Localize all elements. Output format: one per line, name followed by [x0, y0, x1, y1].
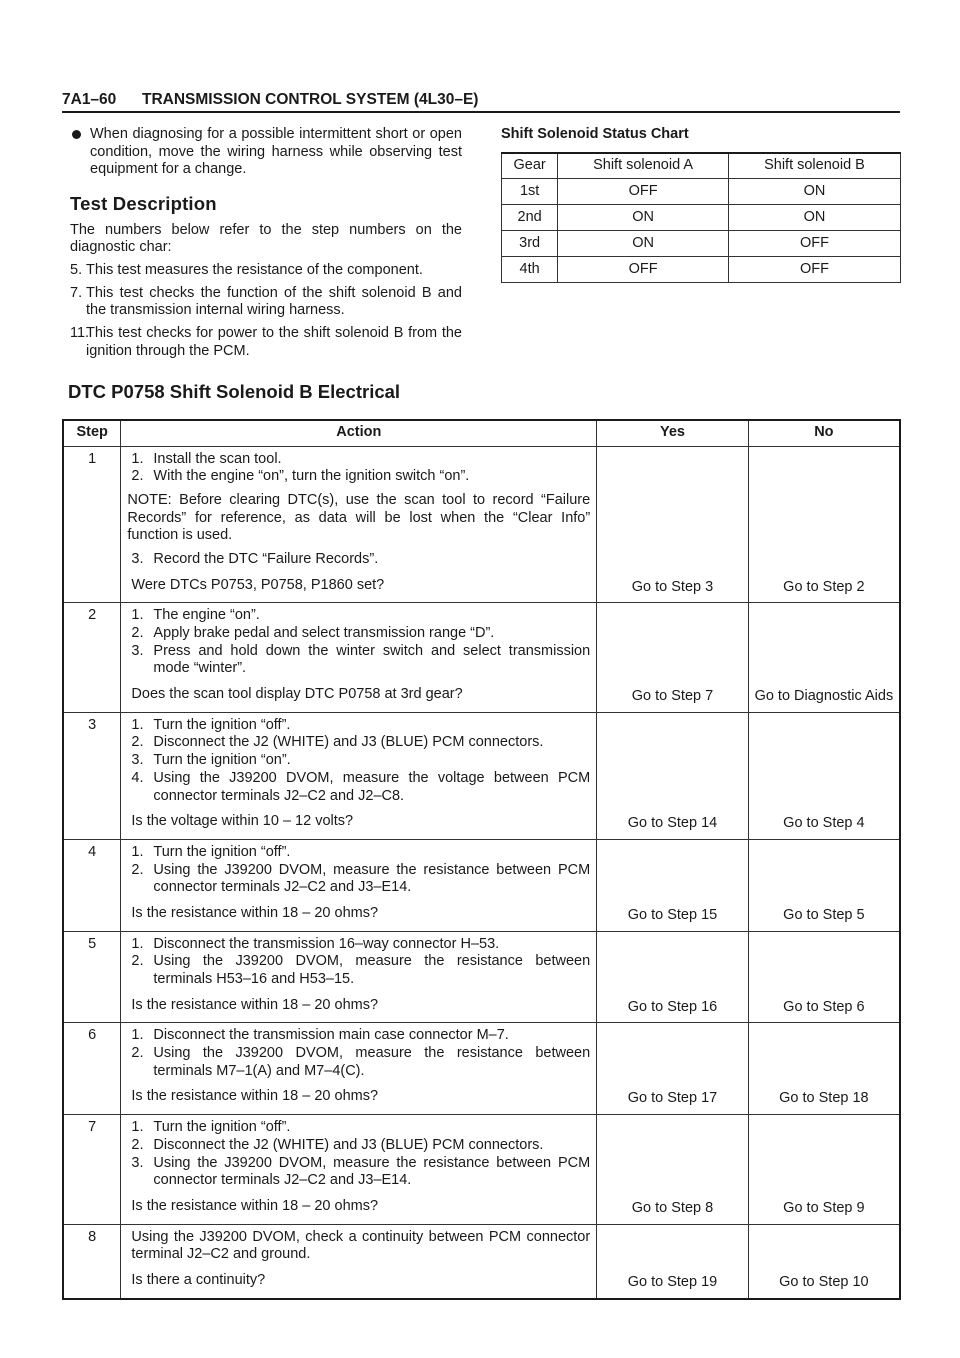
action-substep — [131, 551, 590, 569]
action-substep — [131, 1045, 590, 1080]
substep-number: 3. — [131, 1154, 144, 1171]
step-number: 6 — [63, 1023, 121, 1115]
table-cell: ON — [558, 205, 729, 231]
test-description-item — [70, 285, 462, 320]
no-result: Go to Step 6 — [748, 931, 900, 1023]
item-number: 7. — [70, 284, 83, 301]
action-substep — [131, 1119, 590, 1137]
substep-number: 4. — [131, 769, 144, 786]
yes-result: Go to Step 3 — [597, 446, 749, 603]
dtc-title: DTC P0758 Shift Solenoid B Electrical — [68, 381, 401, 402]
table-row — [502, 231, 901, 257]
step-action — [121, 1115, 597, 1224]
step-number: 7 — [63, 1115, 121, 1224]
step-question: Does the scan tool display DTC P0758 at 3rd gear? — [131, 686, 463, 703]
substep-text: Using the J39200 DVOM, measure the resistance between terminals M7–1(A) and M7–4(C). — [153, 1045, 591, 1079]
substep-text: Using the J39200 DVOM, measure the resistance between terminals H53–16 and H53–15. — [153, 953, 591, 987]
status-chart-column — [501, 126, 901, 283]
table-cell: 2nd — [502, 205, 558, 231]
table-cell: 3rd — [502, 231, 558, 257]
no-result: Go to Step 4 — [748, 712, 900, 839]
action-substep — [131, 643, 590, 678]
diagnostic-steps-table — [62, 419, 901, 1300]
table-row — [63, 603, 900, 712]
status-chart-title: Shift Solenoid Status Chart — [501, 126, 689, 142]
substep-text: Using the J39200 DVOM, measure the resistance between PCM connector terminals J2–C2 and J3–E14. — [153, 1154, 591, 1189]
substep-text: Disconnect the J2 (WHITE) and J3 (BLUE) PCM connectors. — [153, 734, 544, 751]
item-text: This test measures the resistance of the component. — [86, 262, 423, 278]
substep-number: 1. — [131, 450, 144, 467]
action-substep — [131, 717, 590, 735]
table-header-row — [63, 420, 900, 446]
substep-number: 2. — [131, 625, 144, 641]
step-number: 4 — [63, 839, 121, 931]
substep-number: 3. — [131, 550, 144, 567]
step-action — [121, 712, 597, 839]
header-cell: Shift solenoid A — [558, 153, 729, 179]
substep-text: With the engine “on”, turn the ignition switch “on”. — [153, 468, 470, 485]
yes-header: Yes — [597, 420, 749, 446]
table-row — [502, 179, 901, 205]
table-cell: ON — [728, 179, 900, 205]
step-action — [121, 603, 597, 712]
substep-number: 1. — [131, 1119, 144, 1136]
page-title: TRANSMISSION CONTROL SYSTEM (4L30–E) — [142, 91, 479, 108]
no-result: Go to Step 2 — [748, 446, 900, 603]
table-cell: 1st — [502, 179, 558, 205]
step-question: Is there a continuity? — [131, 1271, 266, 1288]
table-cell: OFF — [558, 257, 729, 283]
substep-text: Press and hold down the winter switch and select transmission mode “winter”. — [153, 642, 591, 677]
action-substep — [131, 752, 590, 770]
test-description-item — [70, 325, 462, 360]
substep-text: Using the J39200 DVOM, measure the resistance between PCM connector terminals J2–C2 and J3–E14. — [153, 861, 591, 896]
action-text: Using the J39200 DVOM, check a continuity between PCM connector terminal J2–C2 and ground. — [131, 1228, 591, 1263]
yes-result: Go to Step 19 — [597, 1224, 749, 1299]
substep-text: Disconnect the transmission main case connector M–7. — [153, 1027, 509, 1044]
substep-text: Disconnect the transmission 16–way connector H–53. — [153, 935, 500, 952]
step-header: Step — [63, 420, 121, 446]
substep-number: 1. — [131, 716, 144, 733]
step-number: 3 — [63, 712, 121, 839]
substep-text: Turn the ignition “off”. — [153, 716, 291, 733]
table-row — [502, 205, 901, 231]
action-substep — [131, 936, 590, 954]
table-cell: OFF — [728, 257, 900, 283]
table-row — [63, 446, 900, 603]
substep-number: 2. — [131, 734, 144, 751]
substep-text: Using the J39200 DVOM, measure the voltage between PCM connector terminals J2–C2 and J2–C8. — [153, 769, 591, 804]
bullet-icon — [72, 130, 81, 139]
table-row — [502, 257, 901, 283]
substep-text: Turn the ignition “off”. — [153, 1119, 291, 1136]
action-substep — [131, 734, 590, 752]
action-header: Action — [121, 420, 597, 446]
step-question: Is the voltage within 10 – 12 volts? — [131, 813, 354, 830]
test-description-item — [70, 262, 462, 280]
table-header-row — [502, 153, 901, 179]
action-substep — [131, 468, 590, 486]
action-substep — [131, 1155, 590, 1190]
step-action — [121, 839, 597, 931]
substep-text: Turn the ignition “off”. — [153, 843, 291, 860]
action-substep — [131, 844, 590, 862]
substep-number: 2. — [131, 1136, 144, 1153]
substep-number: 1. — [131, 1027, 144, 1044]
yes-result: Go to Step 7 — [597, 603, 749, 712]
action-substep — [131, 1027, 590, 1045]
item-number: 11. — [70, 325, 90, 342]
step-question: Is the resistance within 18 – 20 ohms? — [131, 1197, 379, 1214]
table-cell: ON — [558, 231, 729, 257]
substep-number: 1. — [131, 607, 144, 624]
step-question: Is the resistance within 18 – 20 ohms? — [131, 996, 379, 1013]
page-header — [62, 91, 900, 113]
item-text: This test checks for power to the shift solenoid B from the ignition through the PCM. — [86, 325, 462, 359]
test-description-title: Test Description — [70, 193, 217, 215]
table-row — [63, 712, 900, 839]
test-description-text: The numbers below refer to the step numbers on the diagnostic char: — [70, 221, 462, 256]
substep-number: 3. — [131, 752, 144, 769]
step-number: 2 — [63, 603, 121, 712]
action-substep — [131, 953, 590, 988]
table-row — [63, 931, 900, 1023]
item-text: This test checks the function of the shift solenoid B and the transmission internal wiring harness. — [86, 284, 462, 319]
step-question: Were DTCs P0753, P0758, P1860 set? — [131, 576, 385, 593]
step-action — [121, 446, 597, 603]
intermittent-note — [70, 126, 462, 179]
yes-result: Go to Step 8 — [597, 1115, 749, 1224]
no-result: Go to Step 10 — [748, 1224, 900, 1299]
action-substep — [131, 770, 590, 805]
step-action — [121, 1224, 597, 1299]
action-substep — [131, 862, 590, 897]
step-action — [121, 1023, 597, 1115]
header-cell: Gear — [502, 153, 558, 179]
step-question: Is the resistance within 18 – 20 ohms? — [131, 1088, 379, 1105]
page-code: 7A1–60 — [62, 91, 117, 108]
substep-number: 2. — [131, 1045, 144, 1062]
substep-text: Apply brake pedal and select transmission range “D”. — [153, 625, 495, 641]
yes-result: Go to Step 14 — [597, 712, 749, 839]
bullet-text: When diagnosing for a possible intermittent short or open condition, move the wiring harness while observing test equipment for a change. — [90, 126, 462, 178]
table-cell: ON — [728, 205, 900, 231]
substep-text: The engine “on”. — [153, 607, 260, 624]
shift-solenoid-status-table — [501, 152, 901, 284]
action-substep — [131, 451, 590, 469]
substep-number: 3. — [131, 642, 144, 659]
step-number: 5 — [63, 931, 121, 1023]
no-result: Go to Diagnostic Aids — [748, 603, 900, 712]
table-cell: OFF — [728, 231, 900, 257]
action-note: NOTE: Before clearing DTC(s), use the scan tool to record “Failure Records” for reference, as data will be lost when the “Clear Info” function is used. — [127, 491, 591, 544]
yes-result: Go to Step 17 — [597, 1023, 749, 1115]
substep-number: 1. — [131, 843, 144, 860]
action-substep — [131, 625, 590, 643]
substep-text: Turn the ignition “on”. — [153, 752, 291, 769]
yes-result: Go to Step 16 — [597, 931, 749, 1023]
substep-number: 2. — [131, 861, 144, 878]
no-result: Go to Step 5 — [748, 839, 900, 931]
action-substep — [131, 607, 590, 625]
table-cell: OFF — [558, 179, 729, 205]
table-row — [63, 1115, 900, 1224]
no-header: No — [748, 420, 900, 446]
substep-number: 2. — [131, 953, 144, 970]
header-cell: Shift solenoid B — [728, 153, 900, 179]
item-number: 5. — [70, 262, 83, 278]
table-row — [63, 1023, 900, 1115]
substep-text: Install the scan tool. — [153, 450, 282, 467]
substep-number: 1. — [131, 935, 144, 952]
substep-text: Record the DTC “Failure Records”. — [153, 550, 379, 567]
step-action — [121, 931, 597, 1023]
table-row — [63, 839, 900, 931]
substep-text: Disconnect the J2 (WHITE) and J3 (BLUE) PCM connectors. — [153, 1136, 544, 1153]
table-row — [63, 1224, 900, 1299]
action-substep — [131, 1137, 590, 1155]
table-cell: 4th — [502, 257, 558, 283]
substep-number: 2. — [131, 468, 144, 485]
no-result: Go to Step 9 — [748, 1115, 900, 1224]
step-number: 1 — [63, 446, 121, 603]
no-result: Go to Step 18 — [748, 1023, 900, 1115]
step-number: 8 — [63, 1224, 121, 1299]
step-question: Is the resistance within 18 – 20 ohms? — [131, 904, 379, 921]
intro-column — [70, 126, 462, 365]
yes-result: Go to Step 15 — [597, 839, 749, 931]
